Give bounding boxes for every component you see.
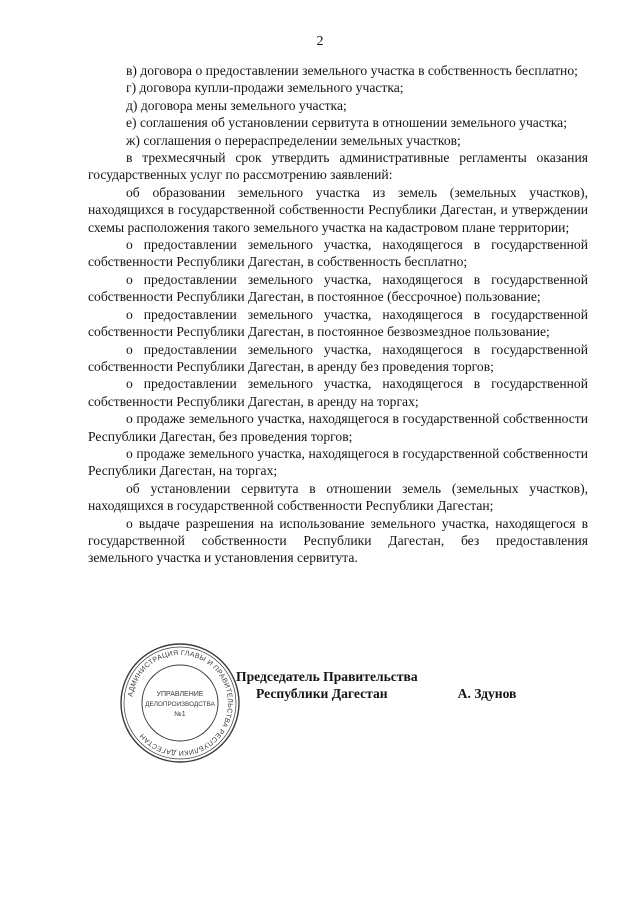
paragraph: о предоставлении земельного участка, находящегося в государственной собственности Республики Дагестан, в постоянное (бессрочное) пользование; [88, 271, 588, 305]
paragraph: о предоставлении земельного участка, находящегося в государственной собственности Республики Дагестан, в аренду без проведения торгов; [88, 341, 588, 374]
stamp-line-1: УПРАВЛЕНИЕ [156, 691, 204, 698]
paragraph: е) соглашения об установлении сервитута в отношении земельного участка; [126, 115, 567, 131]
paragraph: о предоставлении земельного участка, находящегося в государственной собственности Республики Дагестан, в собственность бесплатно; [88, 237, 588, 270]
paragraph: в) договора о предоставлении земельного участка в собственность бесплатно; [126, 63, 578, 78]
stamp-line-3: №1 [174, 711, 186, 718]
paragraph: в трехмесячный срок утвердить административные регламенты оказания государственных услуг по рассмотрению заявлений: [88, 150, 588, 183]
paragraph: об образовании земельного участка из земель (земельных участков), находящихся в государственной собственности Республики Дагестан, и утверждении схемы расположения такого земельного участка на кадастровом плане территории; [88, 184, 588, 235]
paragraph: д) договора мены земельного участка; [126, 97, 347, 113]
signature-block [236, 668, 516, 703]
paragraph: об установлении сервитута в отношении земель (земельных участков), находящихся в государственной собственности Республики Дагестан; [88, 480, 588, 514]
paragraph: ж) соглашения о перераспределении земельных участков; [126, 132, 461, 148]
paragraph: о продаже земельного участка, находящегося в государственной собственности Республики Дагестан, без проведения торгов; [88, 411, 588, 444]
paragraph: о предоставлении земельного участка, находящегося в государственной собственности Республики Дагестан, в аренду на торгах; [88, 376, 588, 409]
paragraph: о выдаче разрешения на использование земельного участка, находящегося в государственной собственности Республики Дагестан, без предоставления земельного участка и установления сервитута. [88, 515, 588, 566]
document-body [88, 62, 588, 567]
office-stamp [119, 642, 241, 764]
stamp-line-2: ДЕЛОПРОИЗВОДСТВА [145, 701, 215, 708]
signature-title-line-1: Председатель Правительства [236, 669, 418, 684]
paragraph: о предоставлении земельного участка, находящегося в государственной собственности Республики Дагестан, в постоянное безвозмездное пользование; [88, 306, 588, 340]
paragraph: г) договора купли-продажи земельного участка; [126, 80, 404, 96]
signatory-name: А. Здунов [457, 686, 517, 702]
paragraph: о продаже земельного участка, находящегося в государственной собственности Республики Дагестан, на торгах; [88, 445, 588, 479]
stamp-outer-text: АДМИНИСТРАЦИЯ ГЛАВЫ И ПРАВИТЕЛЬСТВА РЕСПУБЛИКИ ДАГЕСТАН [127, 649, 234, 757]
page-number: 2 [316, 34, 324, 49]
signature-title-line-2: Республики Дагестан [256, 686, 388, 702]
